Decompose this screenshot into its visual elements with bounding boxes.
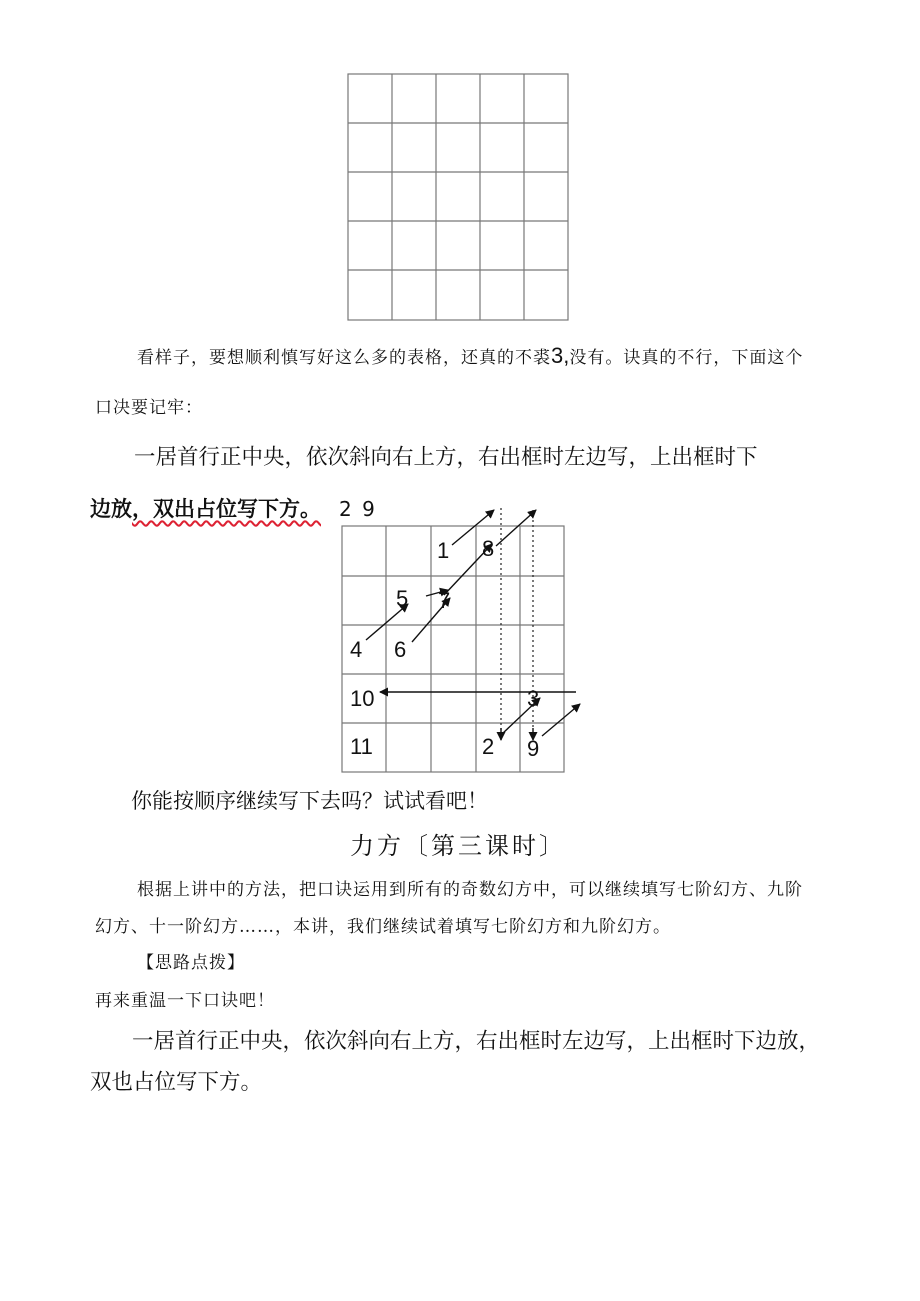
number-5: 5 — [396, 586, 409, 611]
number-4: 4 — [350, 637, 363, 662]
mnemonic-1-part-a: 边放 — [90, 497, 132, 521]
paragraph-2-line-2: 幻方、十一阶幻方……，本讲，我们继续试着填写七阶幻方和九阶幻方。 — [95, 917, 671, 937]
mnemonic-1-line-2 — [90, 493, 377, 523]
mnemonic-2-line-2: 双也占位写下方。 — [90, 1070, 263, 1095]
hint-label: 【思路点拨】 — [137, 953, 245, 973]
lesson-title: 力方〔第三课时〕 — [350, 832, 566, 860]
number-6: 6 — [394, 637, 407, 662]
number-2: 2 — [482, 734, 495, 759]
number-11: 11 — [350, 734, 373, 759]
number-10: 10 — [350, 686, 375, 711]
prompt-text: 你能按顺序继续写下去吗？试试看吧！ — [131, 789, 488, 813]
magic-square-diagram — [336, 500, 586, 778]
mnemonic-2-line-1: 一居首行正中央，依次斜向右上方，右出框时左边写，上出框时下边放， — [132, 1029, 821, 1054]
number-1: 1 — [437, 538, 450, 563]
paragraph-1-text-a: 看样子，要想顺利慎写好这么多的表格，还真的不裘 — [137, 348, 551, 368]
paragraph-1-inline-number: 3, — [551, 343, 570, 368]
mnemonic-1-line-1: 一居首行正中央，依次斜向右上方，右出框时左边写，上出框时下 — [134, 445, 758, 470]
number-8: 8 — [482, 536, 495, 561]
number-7: 7 — [438, 588, 451, 613]
number-3: 3 — [527, 686, 540, 711]
review-line: 再来重温一下口诀吧！ — [95, 991, 275, 1011]
number-9: 9 — [527, 736, 540, 761]
empty-grid — [346, 72, 572, 324]
paragraph-1-line-2: 口决要记牢： — [95, 398, 203, 418]
mnemonic-1-part-b: ，双出占位写下方。 — [132, 497, 321, 521]
paragraph-1-line-1 — [137, 343, 803, 369]
paragraph-1-text-b: 没有。诀真的不行，下面这个 — [569, 348, 804, 368]
mnemonic-1-numbers: 2 9 — [339, 497, 377, 521]
paragraph-2-line-1: 根据上讲中的方法，把口诀运用到所有的奇数幻方中，可以继续填写七阶幻方、九阶 — [137, 880, 803, 900]
